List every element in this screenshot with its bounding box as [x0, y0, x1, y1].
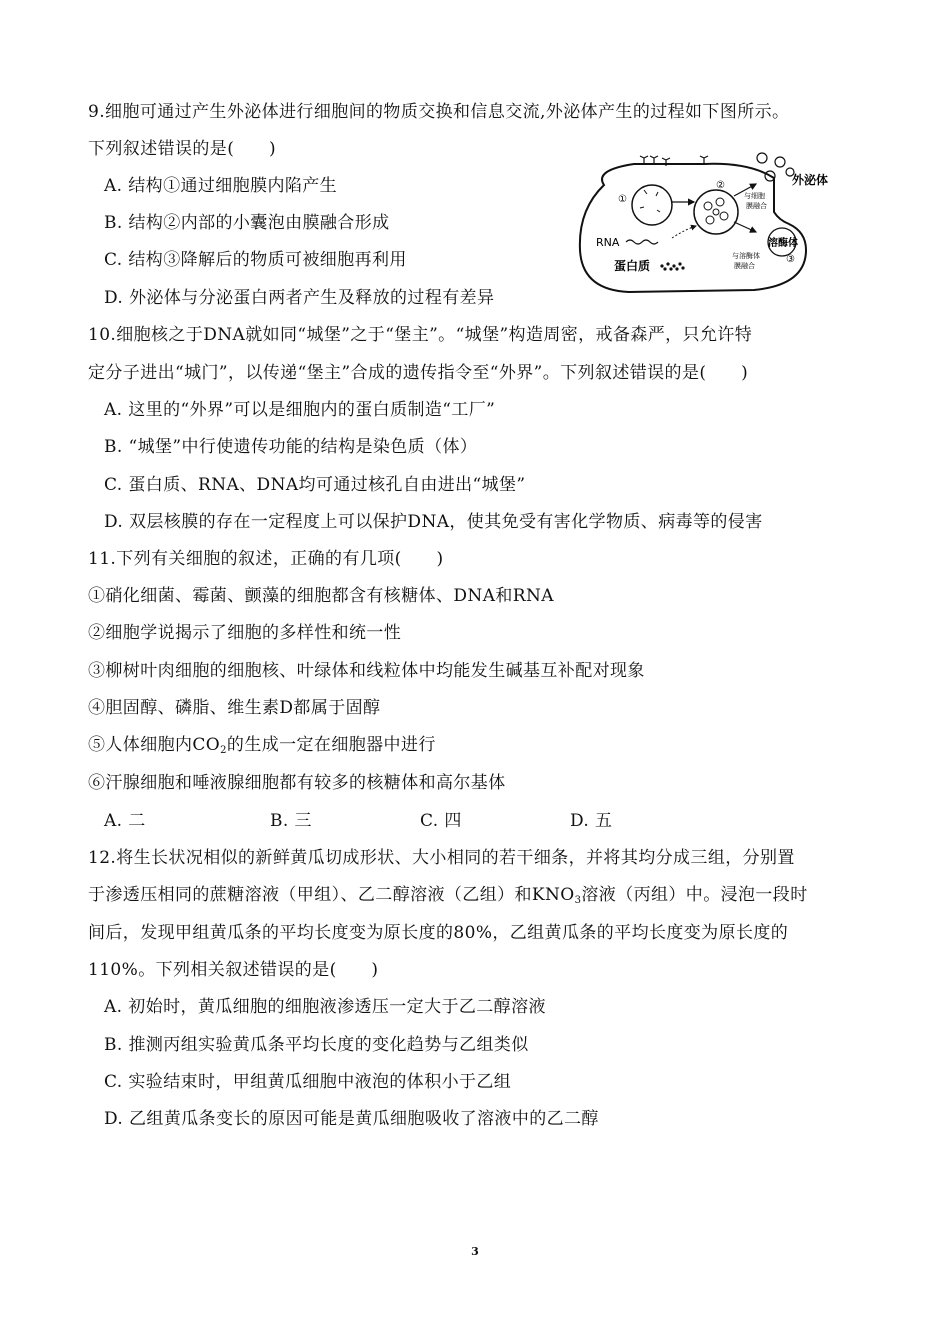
label-number-1: ① — [618, 194, 627, 205]
structure-2-multivesicular-body — [694, 190, 738, 234]
q10-option-c: C. 蛋白质、RNA、DNA均可通过核孔自由进出“城堡” — [104, 475, 526, 495]
q12-stem-line3: 间后，发现甲组黄瓜条的平均长度变为原长度的80%，乙组黄瓜条的平均长度变为原长度的 — [88, 923, 789, 943]
q12-stem-line2 — [88, 884, 808, 912]
q12-stem2-post: 溶液（丙组）中。浸泡一段时 — [581, 885, 808, 905]
q12-option-b: B. 推测丙组实验黄瓜条平均长度的变化趋势与乙组类似 — [104, 1035, 529, 1055]
q9-option-c: C. 结构③降解后的物质可被细胞再利用 — [104, 250, 407, 270]
q10-option-d: D. 双层核膜的存在一定程度上可以保护DNA，使其免受有害化学物质、病毒等的侵害 — [104, 512, 763, 532]
q11-statement-1: ①硝化细菌、霉菌、颤藻的细胞都含有核糖体、DNA和RNA — [88, 586, 554, 606]
q12-option-c: C. 实验结束时，甲组黄瓜细胞中液泡的体积小于乙组 — [104, 1072, 512, 1092]
label-number-2: ② — [716, 180, 725, 191]
q11-s5-subscript: 2 — [220, 745, 227, 756]
q11-option-b: B. 三 — [270, 811, 312, 831]
q11-option-a: A. 二 — [104, 811, 146, 831]
q12-stem-line1: 12.将生长状况相似的新鲜黄瓜切成形状、大小相同的若干细条，并将其均分成三组，分别置 — [88, 848, 795, 868]
q9-option-a: A. 结构①通过细胞膜内陷产生 — [104, 176, 338, 196]
q11-statement-4: ④胆固醇、磷脂、维生素D都属于固醇 — [88, 698, 381, 718]
q12-option-d: D. 乙组黄瓜条变长的原因可能是黄瓜细胞吸收了溶液中的乙二醇 — [104, 1109, 599, 1129]
q9-option-b: B. 结构②内部的小囊泡由膜融合形成 — [104, 213, 390, 233]
q12-stem2-pre: 于渗透压相同的蔗糖溶液（甲组）、乙二醇溶液（乙组）和KNO — [88, 885, 575, 905]
q9-stem-line1: 9.细胞可通过产生外泌体进行细胞间的物质交换和信息交流,外泌体产生的过程如下图所示。 — [88, 102, 790, 122]
exosome-vesicles — [757, 153, 794, 181]
label-rna: RNA — [596, 236, 620, 249]
q11-statement-2: ②细胞学说揭示了细胞的多样性和统一性 — [88, 623, 402, 643]
label-protein: 蛋白质 — [614, 259, 651, 273]
label-fuse-lysosome-1: 与溶酶体 — [732, 252, 760, 260]
q10-stem-line2: 定分子进出“城门”，以传递“堡主”合成的遗传指令至“外界”。下列叙述错误的是( ) — [88, 363, 749, 383]
q11-statement-6: ⑥汗腺细胞和唾液腺细胞都有较多的核糖体和高尔基体 — [88, 773, 506, 793]
label-number-3: ③ — [786, 254, 795, 265]
q12-stem2-subscript: 3 — [574, 895, 582, 906]
q11-stem: 11.下列有关细胞的叙述，正确的有几项( ) — [88, 549, 444, 569]
q11-option-d: D. 五 — [570, 811, 613, 831]
q12-stem-line4: 110%。下列相关叙述错误的是( ) — [88, 960, 379, 980]
label-exosome: 外泌体 — [792, 173, 829, 187]
q10-stem-line1: 10.细胞核之于DNA就如同“城堡”之于“堡主”。“城堡”构造周密，戒备森严，只允许特 — [88, 325, 753, 345]
label-fuse-cell-membrane-1: 与细胞 — [744, 192, 765, 200]
q11-s5-post: 的生成一定在细胞器中进行 — [226, 735, 436, 755]
protein-dots — [660, 262, 684, 270]
q9-stem-line2: 下列叙述错误的是( ) — [88, 139, 277, 159]
label-fuse-cell-membrane-2: 膜融合 — [746, 202, 767, 210]
page-number: 3 — [471, 1245, 479, 1258]
q11-option-c: C. 四 — [420, 811, 462, 831]
label-lysosome: 溶酶体 — [768, 238, 798, 249]
structure-1-vesicle — [632, 185, 672, 225]
q9-option-d: D. 外泌体与分泌蛋白两者产生及释放的过程有差异 — [104, 288, 495, 308]
label-fuse-lysosome-2: 膜融合 — [734, 262, 755, 270]
q11-s5-pre: ⑤人体细胞内CO — [88, 735, 221, 755]
exosome-diagram — [574, 150, 829, 300]
rna-strand — [626, 240, 658, 244]
q11-statement-3: ③柳树叶肉细胞的细胞核、叶绿体和线粒体中均能发生碱基互补配对现象 — [88, 661, 645, 681]
q12-option-a: A. 初始时，黄瓜细胞的细胞液渗透压一定大于乙二醇溶液 — [104, 997, 546, 1017]
q10-option-a: A. 这里的“外界”可以是细胞内的蛋白质制造“工厂” — [104, 400, 496, 420]
q10-option-b: B. “城堡”中行使遗传功能的结构是染色质（体） — [104, 437, 478, 457]
q11-statement-5 — [88, 734, 436, 762]
